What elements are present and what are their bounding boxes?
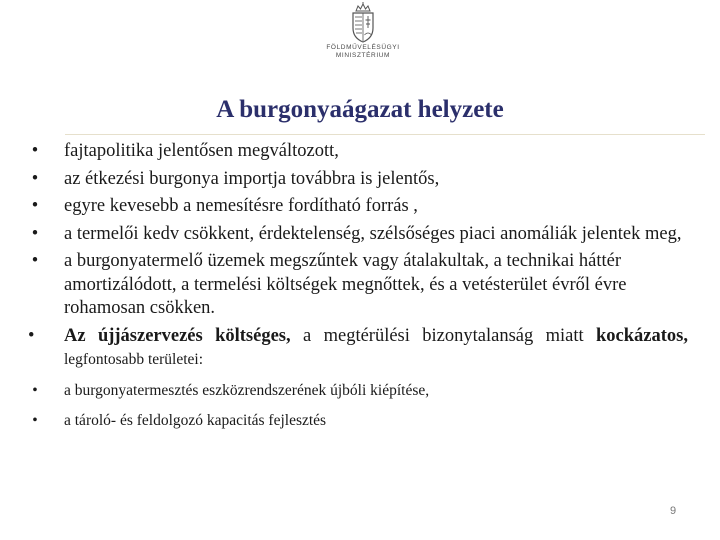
- bullet-text-bold: Az újjászervezés költséges,: [64, 325, 291, 346]
- bullet-item: [28, 223, 688, 247]
- logo-text-line2: MINISZTÉRIUM: [335, 52, 391, 59]
- bullet-marker: •: [32, 381, 38, 399]
- bullet-marker: •: [32, 411, 38, 429]
- bullet-marker: •: [28, 325, 35, 346]
- bullet-list: [28, 140, 688, 432]
- bullet-item: [28, 140, 688, 164]
- bullet-text: a burgonyatermelő üzemek megszűntek vagy átalakultak, a technikai háttér amortizálódott, a termelési költségek megnőttek, és a vetésterület évről évre rohamosan csökken.: [64, 251, 627, 318]
- coat-of-arms-icon: [348, 2, 378, 44]
- bullet-text: a burgonyatermesztés eszközrendszerének újbóli kiépítése,: [64, 381, 430, 399]
- ministry-logo: [318, 2, 408, 72]
- bullet-text: legfontosabb területei:: [64, 351, 204, 368]
- bullet-text: fajtapolitika jelentősen megváltozott,: [64, 141, 339, 161]
- bullet-item: [28, 168, 688, 192]
- bullet-item: [28, 195, 688, 219]
- bullet-marker: •: [31, 251, 39, 271]
- bullet-item: [28, 380, 688, 402]
- bullet-text: a tároló- és feldolgozó kapacitás fejlesztés: [64, 411, 327, 429]
- bullet-marker: •: [31, 168, 39, 189]
- bullet-item: [28, 410, 688, 432]
- bullet-marker: •: [31, 196, 39, 216]
- bullet-text: a megtérülési bizonytalanság miatt: [290, 325, 597, 346]
- slide-title: A burgonyaágazat helyzete: [216, 96, 504, 123]
- bullet-text: egyre kevesebb a nemesítésre fordítható forrás ,: [64, 196, 418, 216]
- bullet-item: [28, 325, 688, 372]
- bullet-marker: •: [31, 223, 39, 244]
- bullet-text: a termelői kedv csökkent, érdektelenség, szélsőséges piaci anomáliák jelentek meg,: [64, 223, 682, 244]
- title-divider: [65, 134, 705, 135]
- bullet-item: [28, 250, 688, 321]
- logo-text-line1: FÖLDMŰVELÉSÜGYI: [326, 44, 400, 51]
- bullet-marker: •: [31, 141, 39, 161]
- page-number: 9: [669, 505, 677, 517]
- bullet-text: az étkezési burgonya importja továbbra is jelentős,: [64, 168, 440, 189]
- bullet-text-bold: kockázatos,: [596, 325, 689, 346]
